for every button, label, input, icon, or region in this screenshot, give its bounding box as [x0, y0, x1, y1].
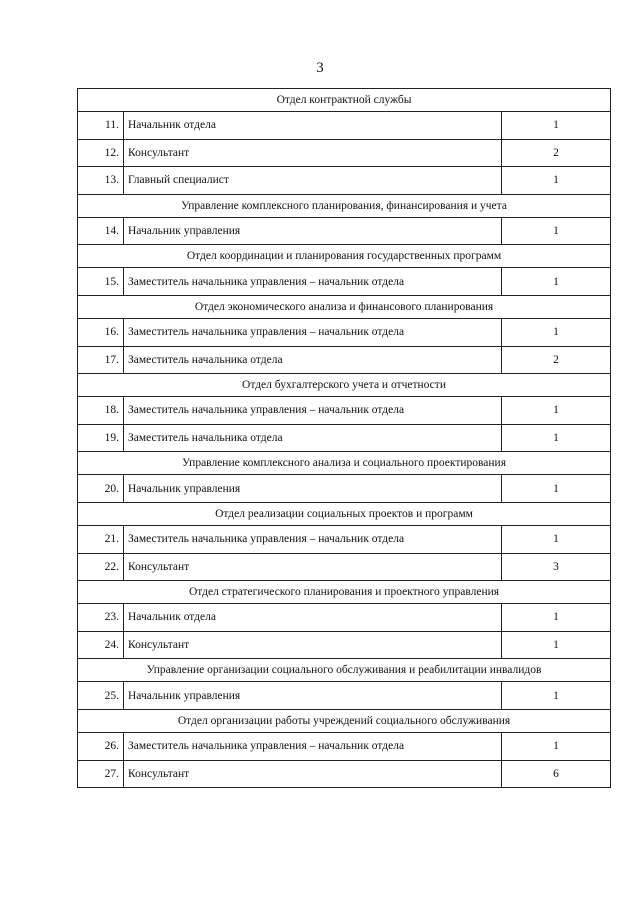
section-header-row	[78, 374, 611, 397]
section-header-row	[78, 295, 611, 318]
position-name: Начальник отдела	[124, 112, 502, 140]
table-row	[78, 167, 611, 195]
staff-count: 1	[502, 682, 611, 710]
row-number: 12.	[78, 139, 124, 167]
table-row	[78, 760, 611, 788]
staffing-table-body	[78, 89, 611, 788]
position-name: Консультант	[124, 760, 502, 788]
section-header-row	[78, 452, 611, 475]
position-name: Начальник управления	[124, 217, 502, 245]
position-name: Заместитель начальника управления – начальник отдела	[124, 525, 502, 553]
position-name: Консультант	[124, 553, 502, 581]
staff-count: 1	[502, 631, 611, 659]
position-name: Заместитель начальника управления – начальник отдела	[124, 397, 502, 425]
staff-count: 1	[502, 112, 611, 140]
position-name: Заместитель начальника управления – начальник отдела	[124, 318, 502, 346]
row-number: 19.	[78, 424, 124, 452]
section-title: Отдел реализации социальных проектов и программ	[78, 502, 611, 525]
staff-count: 1	[502, 475, 611, 503]
row-number: 24.	[78, 631, 124, 659]
table-row	[78, 318, 611, 346]
section-title: Отдел экономического анализа и финансового планирования	[78, 295, 611, 318]
table-row	[78, 732, 611, 760]
section-header-row	[78, 89, 611, 112]
table-row	[78, 525, 611, 553]
position-name: Консультант	[124, 631, 502, 659]
table-row	[78, 268, 611, 296]
table-row	[78, 604, 611, 632]
section-title: Отдел организации работы учреждений социального обслуживания	[78, 709, 611, 732]
table-row	[78, 217, 611, 245]
row-number: 17.	[78, 346, 124, 374]
row-number: 25.	[78, 682, 124, 710]
staff-count: 1	[502, 318, 611, 346]
table-row	[78, 553, 611, 581]
position-name: Главный специалист	[124, 167, 502, 195]
row-number: 11.	[78, 112, 124, 140]
row-number: 13.	[78, 167, 124, 195]
table-row	[78, 424, 611, 452]
section-header-row	[78, 659, 611, 682]
section-header-row	[78, 194, 611, 217]
section-title: Управление комплексного планирования, финансирования и учета	[78, 194, 611, 217]
section-header-row	[78, 502, 611, 525]
staff-count: 1	[502, 268, 611, 296]
position-name: Начальник отдела	[124, 604, 502, 632]
staff-count: 1	[502, 525, 611, 553]
position-name: Заместитель начальника отдела	[124, 346, 502, 374]
position-name: Начальник управления	[124, 682, 502, 710]
table-row	[78, 397, 611, 425]
staff-count: 1	[502, 732, 611, 760]
staff-count: 3	[502, 553, 611, 581]
staff-count: 2	[502, 346, 611, 374]
position-name: Заместитель начальника отдела	[124, 424, 502, 452]
section-title: Отдел стратегического планирования и проектного управления	[78, 581, 611, 604]
staff-count: 1	[502, 424, 611, 452]
table-row	[78, 631, 611, 659]
staff-count: 1	[502, 217, 611, 245]
position-name: Заместитель начальника управления – начальник отдела	[124, 732, 502, 760]
table-row	[78, 112, 611, 140]
section-title: Отдел контрактной службы	[78, 89, 611, 112]
section-header-row	[78, 581, 611, 604]
row-number: 15.	[78, 268, 124, 296]
staff-count: 1	[502, 604, 611, 632]
table-row	[78, 475, 611, 503]
row-number: 18.	[78, 397, 124, 425]
table-row	[78, 139, 611, 167]
position-name: Начальник управления	[124, 475, 502, 503]
page-number: 3	[316, 60, 324, 76]
section-title: Отдел координации и планирования государственных программ	[78, 245, 611, 268]
row-number: 27.	[78, 760, 124, 788]
staff-count: 1	[502, 167, 611, 195]
position-name: Консультант	[124, 139, 502, 167]
table-row	[78, 346, 611, 374]
row-number: 16.	[78, 318, 124, 346]
staff-count: 6	[502, 760, 611, 788]
section-header-row	[78, 709, 611, 732]
row-number: 20.	[78, 475, 124, 503]
row-number: 14.	[78, 217, 124, 245]
table-row	[78, 682, 611, 710]
section-title: Управление комплексного анализа и социального проектирования	[78, 452, 611, 475]
row-number: 26.	[78, 732, 124, 760]
section-title: Отдел бухгалтерского учета и отчетности	[78, 374, 611, 397]
staff-count: 1	[502, 397, 611, 425]
section-header-row	[78, 245, 611, 268]
staffing-table	[77, 88, 611, 788]
row-number: 22.	[78, 553, 124, 581]
row-number: 21.	[78, 525, 124, 553]
row-number: 23.	[78, 604, 124, 632]
section-title: Управление организации социального обслуживания и реабилитации инвалидов	[78, 659, 611, 682]
position-name: Заместитель начальника управления – начальник отдела	[124, 268, 502, 296]
staff-count: 2	[502, 139, 611, 167]
